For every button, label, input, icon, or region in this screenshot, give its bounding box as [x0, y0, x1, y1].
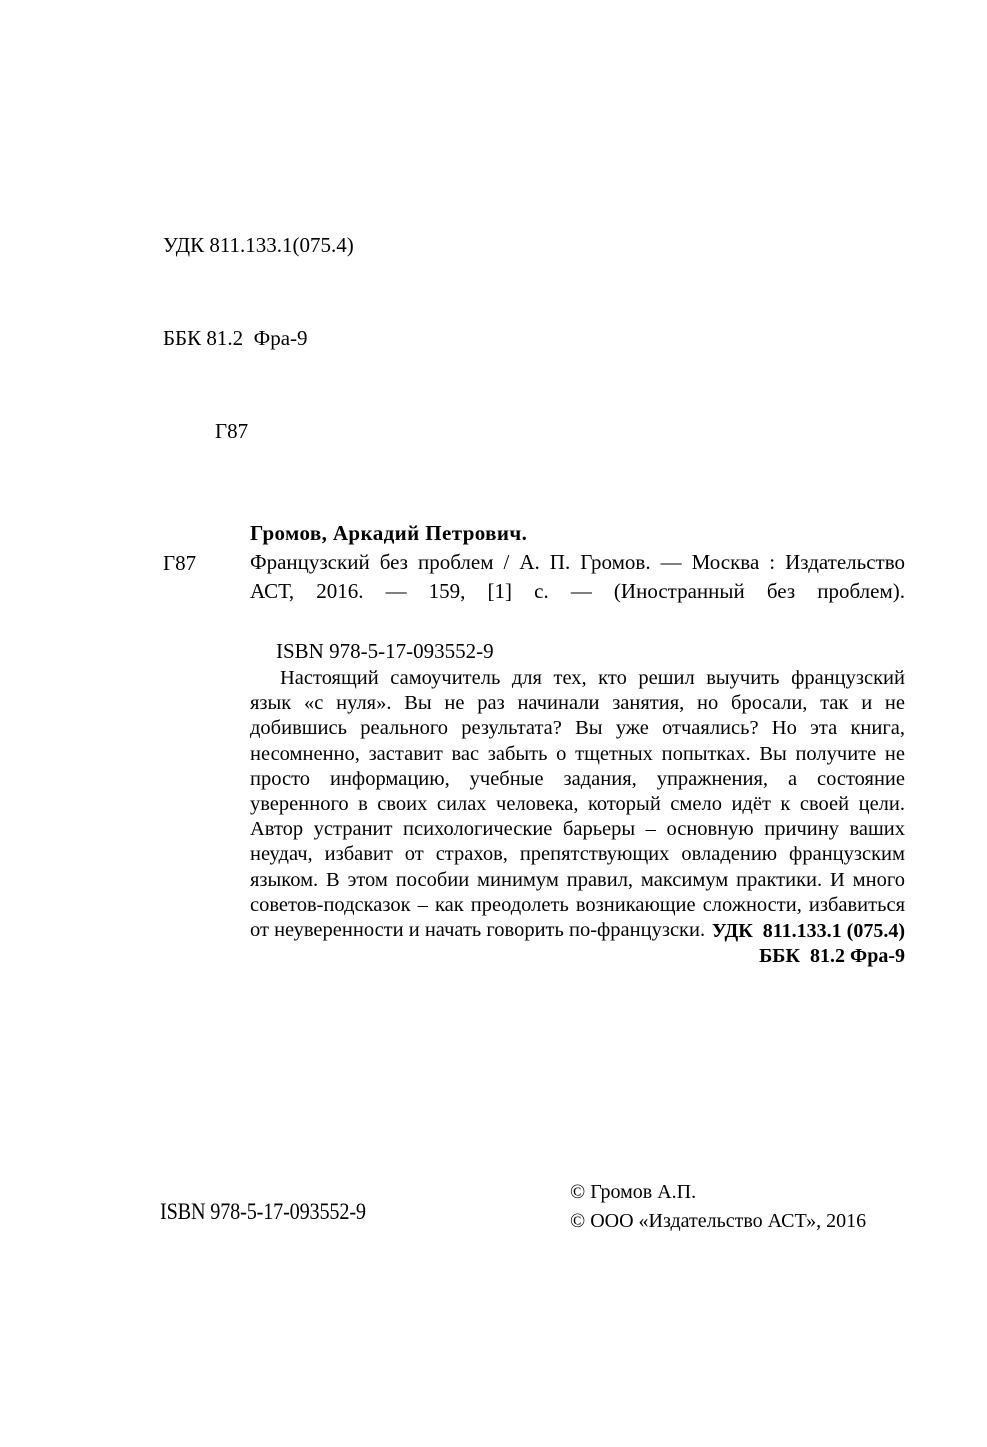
copyright-author: © Громов А.П.: [570, 1181, 697, 1203]
shelf-mark-header: Г87: [215, 419, 249, 443]
udc-header-row: [163, 230, 354, 261]
footer-isbn: ISBN 978-5-17-093552-9: [160, 1199, 366, 1224]
udc-label: УДК: [163, 233, 205, 257]
udc-value: 811.133.1(075.4): [209, 233, 354, 257]
bibliographic-record: [163, 519, 905, 666]
classification-header: [163, 168, 354, 509]
record-author: Громов, Аркадий Петрович.: [250, 521, 528, 545]
bbk-label: ББК: [163, 326, 202, 350]
record-shelf-mark: Г87: [163, 551, 197, 575]
copyright-publisher: © ООО «Издательство АСТ», 2016: [570, 1210, 867, 1232]
bbk-footer: ББК 81.2 Фра-9: [759, 945, 905, 967]
record-description: Французский без проблем / А. П. Громов. — Москва : Издательство АСТ, 2016. — 159, [1] с. — (Иностранный без проблем).: [250, 550, 905, 603]
bbk-header-row: [163, 323, 354, 354]
copyright-block: [570, 1178, 866, 1236]
udc-footer: УДК 811.133.1 (075.4): [711, 920, 905, 942]
annotation-paragraph: Настоящий самоучитель для тех, кто решил выучить французский язык «с нуля». Вы не раз начинали занятия, но бросали, так и не добившись реального результата? Вы уже отчаялись? Но эта книга, несомненно, заставит вас забыть о тщетных попытках. Вы получите не просто информацию, учебные задания, упражнения, а состояние уверенного в своих силах человека, который смело идёт к своей цели. Автор устранит психологические барьеры – основную причину ваших неудач, избавит от страхов, препятствующих овладению французским языком. В этом пособии минимум правил, максимум практики. И много советов-подсказок – как преодолеть возникающие сложности, избавиться от неуверенности и начать говорить по-французски.: [250, 667, 905, 942]
classification-footer: [0, 919, 905, 969]
record-isbn: ISBN 978-5-17-093552-9: [276, 639, 494, 663]
record-body: [250, 519, 905, 666]
bbk-value: 81.2 Фра-9: [206, 326, 308, 350]
